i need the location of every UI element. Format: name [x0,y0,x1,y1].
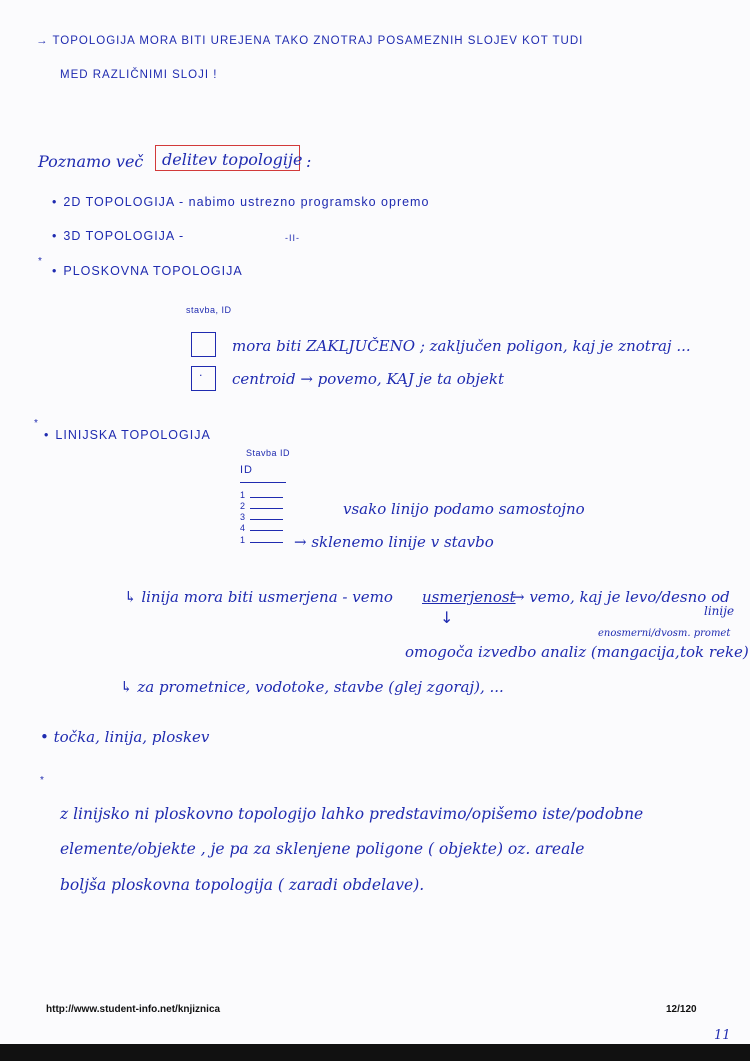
direction-rest: → vemo, kaj je levo/desno od [512,588,730,606]
line-segment-5 [250,542,283,543]
linijska-note-2: → sklenemo linije v stavbo [294,533,494,551]
line-number-3: 3 [240,512,246,522]
polygon-rule-2: centroid → povemo, KAJ je ta objekt [232,370,504,388]
type-ploskovna: • PLOSKOVNA TOPOLOGIJA [52,264,243,278]
line-number-4: 4 [240,523,246,533]
linijska-title: • LINIJSKA TOPOLOGIJA [44,428,211,442]
intro-colon: : [306,152,312,171]
intro-prefix: Poznamo več [38,152,144,171]
line-segment-4 [250,530,283,531]
direction-enables: omogoča izvedbo analiz (mangacija, [405,643,680,661]
line-segment-1 [250,497,283,498]
type-2d: • 2D TOPOLOGIJA - nabimo ustrezno programsko opremo [52,195,429,209]
header-line-1: → TOPOLOGIJA MORA BITI UREJENA TAKO ZNOTRAJ POSAMEZNIH SLOJEV KOT TUDI [36,35,584,47]
arrow-down-icon: ↓ [440,608,454,627]
linijska-box-letter: ID [240,464,253,476]
direction-superscript: enosmerni/dvosm. promet [598,628,731,639]
direction-underlined: usmerjenost [422,588,516,606]
direction-examples: ↳ za prometnice, vodotoke, stavbe (glej zgoraj), ... [120,678,504,696]
star-mark-2: * [34,418,39,429]
direction-linije: linije [704,604,735,618]
line-number-1: 1 [240,490,246,500]
header-line-2: MED RAZLIČNIMI SLOJI ! [60,69,218,81]
line-number-5: 1 [240,535,246,545]
type-3d: • 3D TOPOLOGIJA - [52,229,184,243]
corner-page-number: 11 [714,1028,731,1043]
linijska-stavba-label: Stavba ID [246,448,291,458]
stavba-label: stavba, ID [186,305,232,315]
centroid-polygon-icon [191,366,216,391]
footer-page: 12/120 [666,1004,697,1015]
linijska-top-line [240,482,286,483]
intro-boxed-text: delitev topologije [162,150,303,169]
points-line: • točka, linija, ploskev [40,728,210,746]
direction-line: ↳ linija mora biti usmerjena - vemo [124,588,393,606]
centroid-dot-icon: · [199,369,203,382]
direction-tok-reke: tok reke) [680,643,749,661]
conclusion-line-3: boljša ploskovna topologija ( zaradi obdelave). [60,876,425,894]
linijska-note-1: vsako linijo podamo samostojno [343,500,585,518]
conclusion-line-2: elemente/objekte , je pa za sklenjene poligone ( objekte) oz. areale [60,840,585,858]
line-segment-2 [250,508,283,509]
star-mark: * [38,256,43,267]
star-mark-3: * [40,775,45,786]
polygon-rule-1: mora biti ZAKLJUČENO ; zaključen poligon, kaj je znotraj ... [232,337,691,355]
scan-bottom-edge [0,1044,750,1061]
polygon-icon [191,332,216,357]
line-segment-3 [250,519,283,520]
type-3d-ditto: -II- [285,233,300,243]
footer-url: http://www.student-info.net/knjiznica [46,1004,221,1015]
line-number-2: 2 [240,501,246,511]
conclusion-line-1: z linijsko ni ploskovno topologijo lahko predstavimo/opišemo iste/podobne [60,805,644,823]
